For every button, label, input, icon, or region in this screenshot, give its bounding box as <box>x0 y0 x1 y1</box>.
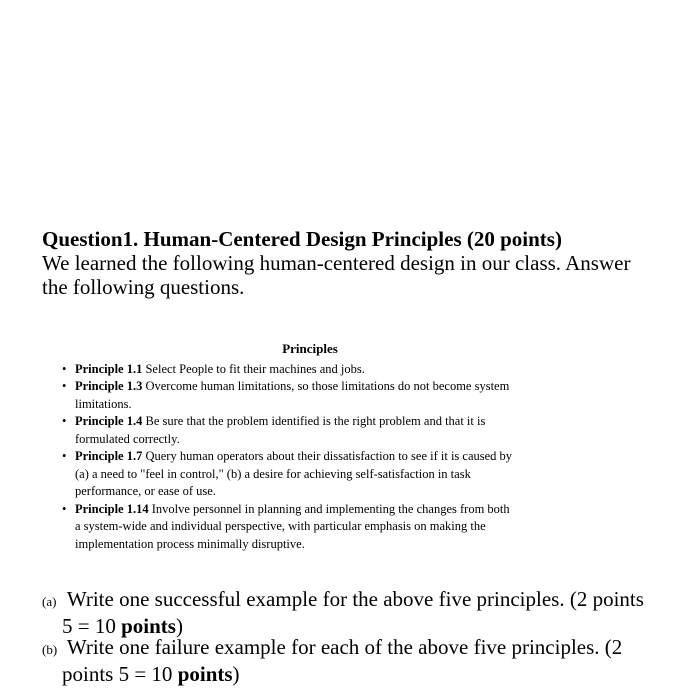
subquestion-points-word: points <box>121 614 176 638</box>
subquestion-points-post: ) <box>175 614 183 638</box>
subquestion-a <box>42 587 657 638</box>
subquestion-points-word: points <box>177 662 233 686</box>
principle-label: Principle 1.14 <box>75 501 149 516</box>
principle-item <box>60 361 580 379</box>
question-intro-line1: We learned the following human-centered design in our class. Answer <box>42 251 631 275</box>
subquestion-label: (a) <box>42 594 57 609</box>
principle-text: Be sure that the problem identified is the right problem and that it is <box>142 414 486 428</box>
principle-label: Principle 1.4 <box>75 414 143 428</box>
principle-text-cont: limitations. <box>75 396 132 411</box>
principle-text: Select People to fit their machines and jobs. <box>142 361 365 376</box>
principle-label: Principle 1.1 <box>75 361 143 376</box>
principles-box <box>60 340 580 553</box>
subquestion-b <box>42 635 657 686</box>
principle-item <box>60 413 580 448</box>
subquestion-points-pre: points 5 = 10 <box>62 662 178 686</box>
principle-item <box>60 378 580 413</box>
subquestion-text: Write one failure example for each of the above five principles. (2 <box>62 635 623 659</box>
principle-text-cont: (a) a need to "feel in control," (b) a desire for achieving self-satisfaction in task <box>75 466 471 481</box>
bullet-icon: • <box>62 361 67 376</box>
bullet-icon: • <box>62 449 67 463</box>
subquestion-text-line2 <box>42 662 657 686</box>
subquestion-points-pre: 5 = 10 <box>62 614 122 638</box>
principle-text: Overcome human limitations, so those limitations do not become system <box>142 379 510 393</box>
principle-text-cont: formulated correctly. <box>75 431 180 446</box>
principle-label: Principle 1.7 <box>75 449 143 463</box>
principle-text-cont: a system-wide and individual perspective, with particular emphasis on making the <box>75 519 486 533</box>
principle-text: Query human operators about their dissatisfaction to see if it is caused by <box>142 449 513 463</box>
principle-text-cont: implementation process minimally disruptive. <box>75 536 305 551</box>
principle-text: Involve personnel in planning and implementing the changes from both <box>148 501 510 516</box>
question-title: Question1. Human-Centered Design Principles (20 points) <box>42 227 562 251</box>
question-header <box>42 227 662 299</box>
principle-label: Principle 1.3 <box>75 379 143 393</box>
subquestion-text: Write one successful example for the above five principles. (2 points <box>62 587 644 611</box>
bullet-icon: • <box>62 501 67 516</box>
bullet-icon: • <box>62 379 67 393</box>
principle-list <box>60 361 580 554</box>
subquestion-points-post: ) <box>232 662 240 686</box>
bullet-icon: • <box>62 414 67 428</box>
principle-item <box>60 448 580 501</box>
principle-text-cont: performance, or ease of use. <box>75 484 216 498</box>
principle-item <box>60 501 580 554</box>
principles-heading: Principles <box>282 341 338 356</box>
question-intro-line2: the following questions. <box>42 275 245 299</box>
subquestion-label: (b) <box>42 642 58 657</box>
